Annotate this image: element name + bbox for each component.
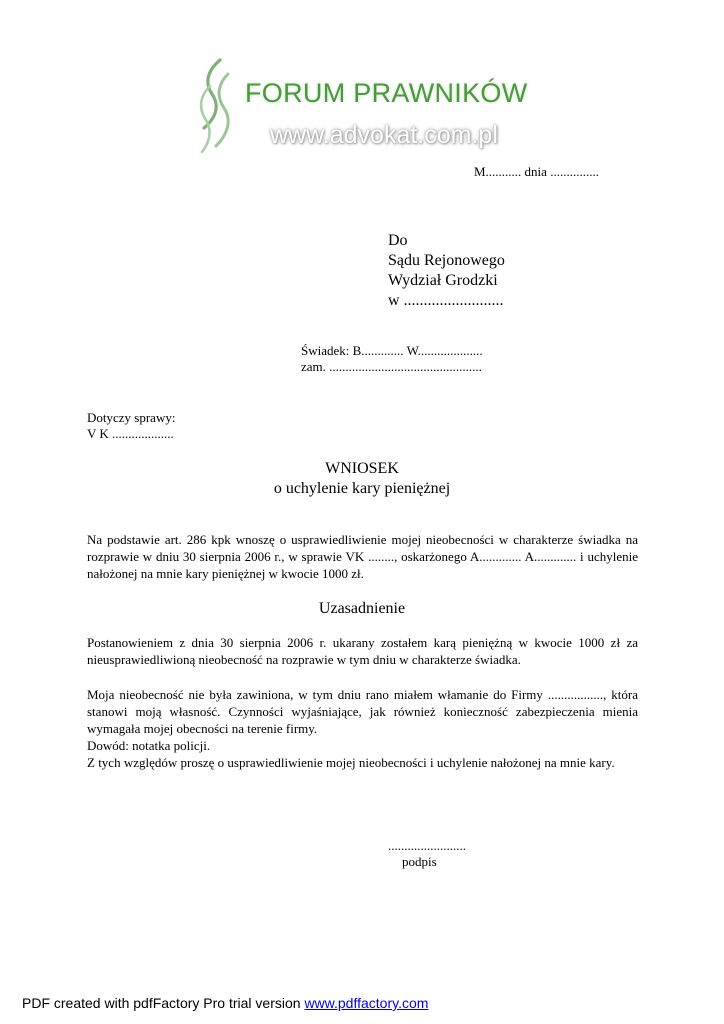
swirl-logo-icon: [190, 56, 242, 156]
recipient-line: Wydział Grodzki: [388, 272, 498, 289]
title-main: WNIOSEK: [325, 460, 399, 477]
recipient-line: Do: [388, 232, 408, 249]
justification-text: Moja nieobecność nie była zawiniona, w tym dniu rano miałem włamanie do Firmy ................., która stanowi moją własność. Czynności wyjaśniające, jak również konieczność zabezpieczenia mienia wymagała mojej obecności na terenie firmy.: [87, 687, 638, 736]
witness-name: Świadek: B............. W....................: [301, 343, 483, 358]
case-label: Dotyczy sprawy:: [87, 410, 176, 425]
case-ref: V K ...................: [87, 426, 174, 441]
justification-heading: Uzasadnienie: [318, 600, 406, 617]
title-sub: o uchylenie kary pieniężnej: [273, 480, 451, 497]
recipient-block: [388, 231, 505, 311]
pdf-footer: [22, 995, 428, 1011]
place-date-line: M........... dnia ...............: [474, 164, 599, 179]
recipient-line: w .........................: [388, 292, 504, 309]
justification-paragraph: Postanowieniem z dnia 30 sierpnia 2006 r. ukarany zostałem karą pieniężną w kwocie 1000 zł za nieusprawiedliwioną nieobecność na rozprawie w tym dniu w charakterze świadka.: [87, 635, 638, 667]
witness-block: [301, 343, 483, 375]
logo-url: www.advokat.com.pl: [270, 121, 498, 149]
evidence-line: Dowód: notatka policji.: [87, 738, 211, 753]
witness-address: zam. ...............................................: [301, 359, 482, 374]
request-paragraph: Na podstawie art. 286 kpk wnoszę o usprawiedliwienie mojej nieobecności w charakterze świadka na rozprawie w dniu 30 sierpnia 2006 r., w sprawie VK ........, oskarżonego A............. A............. i uchylenie nałożonej na mnie kary pieniężnej w kwocie 1000 zł.: [87, 532, 638, 581]
document-title: [0, 459, 724, 499]
case-reference-block: [87, 410, 175, 442]
conclusion-text: Z tych względów proszę o usprawiedliwienie mojej nieobecności i uchylenie nałożonej na mnie kary.: [87, 755, 615, 770]
signature-line: ........................: [388, 838, 466, 853]
recipient-line: Sądu Rejonowego: [388, 252, 505, 269]
logo-title: FORUM PRAWNIKÓW: [245, 78, 528, 108]
justification-paragraph-2: [87, 686, 638, 771]
footer-text: PDF created with pdfFactory Pro trial version: [22, 995, 305, 1011]
pdffactory-link[interactable]: www.pdffactory.com: [304, 995, 429, 1011]
signature-label: podpis: [402, 854, 437, 869]
signature-block: [388, 838, 466, 870]
